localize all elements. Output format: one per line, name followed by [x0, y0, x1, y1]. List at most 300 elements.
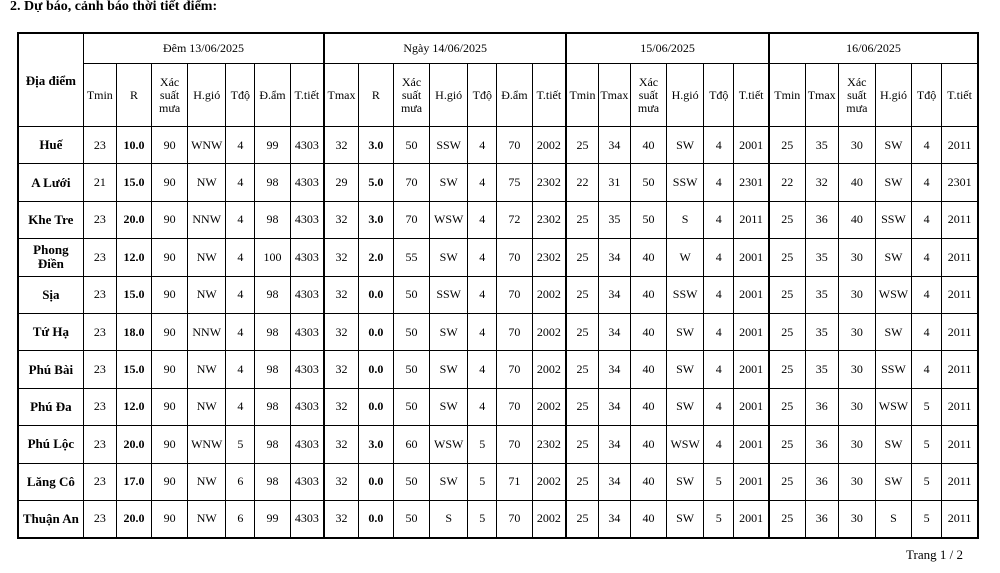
- data-cell: 2301: [734, 164, 769, 201]
- data-cell: 5: [468, 426, 497, 463]
- data-cell: 5: [704, 500, 734, 537]
- data-cell: 98: [255, 164, 290, 201]
- data-cell: 55: [393, 239, 429, 276]
- data-cell: WSW: [875, 388, 911, 425]
- data-cell: SW: [430, 351, 468, 388]
- data-cell: 3.0: [358, 426, 393, 463]
- data-cell: 2002: [532, 127, 566, 164]
- data-cell: 90: [152, 276, 188, 313]
- column-header: R: [116, 64, 151, 127]
- data-cell: 0.0: [358, 388, 393, 425]
- data-cell: 0.0: [358, 313, 393, 350]
- data-cell: SW: [875, 127, 911, 164]
- data-cell: WSW: [875, 276, 911, 313]
- data-cell: 17.0: [116, 463, 151, 500]
- data-cell: 90: [152, 351, 188, 388]
- data-cell: 50: [630, 201, 666, 238]
- data-cell: 15.0: [116, 164, 151, 201]
- data-cell: 70: [393, 164, 429, 201]
- data-cell: 4: [468, 164, 497, 201]
- data-cell: 5: [468, 500, 497, 537]
- period-header: Đêm 13/06/2025: [83, 33, 324, 64]
- data-cell: 32: [324, 276, 358, 313]
- data-cell: 23: [83, 201, 116, 238]
- data-cell: 10.0: [116, 127, 151, 164]
- data-cell: SW: [875, 463, 911, 500]
- data-cell: 40: [630, 276, 666, 313]
- data-cell: 4: [912, 351, 942, 388]
- column-header: Xác suất mưa: [393, 64, 429, 127]
- data-cell: 4303: [290, 276, 324, 313]
- data-cell: 5: [226, 426, 255, 463]
- data-cell: 22: [566, 164, 598, 201]
- data-cell: 22: [769, 164, 805, 201]
- data-cell: 4: [704, 313, 734, 350]
- data-cell: 36: [805, 463, 838, 500]
- column-header: H.gió: [875, 64, 911, 127]
- data-cell: 25: [769, 426, 805, 463]
- table-row: [18, 127, 978, 164]
- data-cell: 4: [912, 276, 942, 313]
- data-cell: 40: [838, 164, 875, 201]
- data-cell: 98: [255, 388, 290, 425]
- data-cell: 40: [630, 351, 666, 388]
- data-cell: WSW: [430, 201, 468, 238]
- data-cell: 30: [838, 388, 875, 425]
- data-cell: 40: [630, 426, 666, 463]
- data-cell: 32: [324, 463, 358, 500]
- data-cell: 30: [838, 351, 875, 388]
- data-cell: WSW: [430, 426, 468, 463]
- data-cell: 70: [497, 313, 532, 350]
- column-header: Tmax: [805, 64, 838, 127]
- data-cell: 35: [805, 313, 838, 350]
- data-cell: 98: [255, 463, 290, 500]
- data-cell: SW: [667, 463, 704, 500]
- data-cell: 25: [566, 351, 598, 388]
- data-cell: 25: [769, 351, 805, 388]
- data-cell: 15.0: [116, 351, 151, 388]
- data-cell: SSW: [430, 276, 468, 313]
- data-cell: 70: [497, 388, 532, 425]
- data-cell: 29: [324, 164, 358, 201]
- data-cell: 4: [226, 313, 255, 350]
- data-cell: 70: [497, 351, 532, 388]
- data-cell: NW: [188, 276, 226, 313]
- data-cell: 12.0: [116, 388, 151, 425]
- column-header: Xác suất mưa: [630, 64, 666, 127]
- location-cell: A Lưới: [18, 164, 83, 201]
- data-cell: 25: [769, 276, 805, 313]
- data-cell: 4: [704, 164, 734, 201]
- data-cell: 90: [152, 388, 188, 425]
- data-cell: 2011: [734, 201, 769, 238]
- data-cell: NNW: [188, 313, 226, 350]
- data-cell: 72: [497, 201, 532, 238]
- table-row: [18, 313, 978, 350]
- data-cell: 20.0: [116, 201, 151, 238]
- data-cell: 4: [468, 201, 497, 238]
- column-header: Tmin: [83, 64, 116, 127]
- data-cell: 20.0: [116, 500, 151, 537]
- column-header: Xác suất mưa: [152, 64, 188, 127]
- data-cell: 25: [566, 313, 598, 350]
- column-header: Đ.ẩm: [497, 64, 532, 127]
- data-cell: 4: [226, 388, 255, 425]
- data-cell: 32: [324, 127, 358, 164]
- data-cell: 90: [152, 239, 188, 276]
- data-cell: 23: [83, 463, 116, 500]
- column-header: Tmin: [566, 64, 598, 127]
- data-cell: 2002: [532, 463, 566, 500]
- data-cell: 40: [630, 463, 666, 500]
- data-cell: 5: [468, 463, 497, 500]
- location-cell: Phong Điền: [18, 239, 83, 276]
- data-cell: 25: [769, 313, 805, 350]
- data-cell: 70: [497, 239, 532, 276]
- data-cell: 40: [630, 500, 666, 537]
- data-cell: 40: [630, 127, 666, 164]
- data-cell: 35: [598, 201, 630, 238]
- data-cell: 4: [704, 239, 734, 276]
- data-cell: NW: [188, 164, 226, 201]
- column-header: Tmax: [324, 64, 358, 127]
- data-cell: SSW: [875, 351, 911, 388]
- data-cell: 32: [324, 388, 358, 425]
- data-cell: SSW: [430, 127, 468, 164]
- data-cell: 2001: [734, 500, 769, 537]
- data-cell: 34: [598, 351, 630, 388]
- data-cell: 40: [630, 313, 666, 350]
- column-header: R: [358, 64, 393, 127]
- data-cell: 30: [838, 239, 875, 276]
- data-cell: S: [667, 201, 704, 238]
- table-row: [18, 276, 978, 313]
- data-cell: 25: [566, 239, 598, 276]
- data-cell: 2002: [532, 276, 566, 313]
- period-header: 16/06/2025: [769, 33, 978, 64]
- column-header: H.gió: [430, 64, 468, 127]
- data-cell: 90: [152, 164, 188, 201]
- data-cell: 12.0: [116, 239, 151, 276]
- data-cell: 2011: [942, 313, 978, 350]
- data-cell: NW: [188, 463, 226, 500]
- data-cell: WNW: [188, 426, 226, 463]
- data-cell: 4: [912, 127, 942, 164]
- data-cell: 2011: [942, 239, 978, 276]
- data-cell: 90: [152, 127, 188, 164]
- data-cell: 25: [769, 127, 805, 164]
- data-cell: 98: [255, 276, 290, 313]
- data-cell: 25: [769, 500, 805, 537]
- location-cell: Phú Lộc: [18, 426, 83, 463]
- data-cell: 5: [912, 500, 942, 537]
- data-cell: 25: [769, 239, 805, 276]
- data-cell: 3.0: [358, 201, 393, 238]
- data-cell: 25: [566, 276, 598, 313]
- data-cell: 2.0: [358, 239, 393, 276]
- data-cell: 25: [769, 201, 805, 238]
- data-cell: 4: [468, 276, 497, 313]
- data-cell: 32: [324, 500, 358, 537]
- data-cell: 2011: [942, 426, 978, 463]
- data-cell: 4: [704, 426, 734, 463]
- data-cell: 23: [83, 239, 116, 276]
- data-cell: 32: [324, 201, 358, 238]
- data-cell: 4: [704, 201, 734, 238]
- data-cell: 30: [838, 127, 875, 164]
- data-cell: 50: [393, 388, 429, 425]
- column-header: Tđộ: [468, 64, 497, 127]
- data-cell: 2001: [734, 313, 769, 350]
- data-cell: 2002: [532, 313, 566, 350]
- data-cell: 25: [566, 388, 598, 425]
- data-cell: 25: [566, 201, 598, 238]
- data-cell: 4: [468, 127, 497, 164]
- data-cell: 4303: [290, 127, 324, 164]
- data-cell: 5: [704, 463, 734, 500]
- data-cell: 30: [838, 426, 875, 463]
- column-header: T.tiết: [734, 64, 769, 127]
- period-header: 15/06/2025: [566, 33, 769, 64]
- table-row: [18, 164, 978, 201]
- data-cell: 4303: [290, 164, 324, 201]
- column-header: Tđộ: [226, 64, 255, 127]
- data-cell: 4303: [290, 313, 324, 350]
- data-cell: NNW: [188, 201, 226, 238]
- column-header: T.tiết: [942, 64, 978, 127]
- column-header: H.gió: [188, 64, 226, 127]
- data-cell: SSW: [667, 276, 704, 313]
- data-cell: 50: [393, 127, 429, 164]
- data-cell: 2302: [532, 239, 566, 276]
- table-row: [18, 426, 978, 463]
- data-cell: 4: [468, 239, 497, 276]
- data-cell: 4: [704, 276, 734, 313]
- data-cell: 30: [838, 463, 875, 500]
- column-header: T.tiết: [290, 64, 324, 127]
- data-cell: 4: [226, 351, 255, 388]
- data-cell: 2001: [734, 463, 769, 500]
- data-cell: 98: [255, 201, 290, 238]
- data-cell: SW: [875, 426, 911, 463]
- data-cell: SW: [875, 164, 911, 201]
- data-cell: 4303: [290, 201, 324, 238]
- location-header: Địa điểm: [18, 33, 83, 127]
- data-cell: 4: [912, 201, 942, 238]
- data-cell: 98: [255, 313, 290, 350]
- data-cell: 2011: [942, 500, 978, 537]
- data-cell: SW: [875, 239, 911, 276]
- data-cell: 4: [226, 164, 255, 201]
- data-cell: 98: [255, 426, 290, 463]
- data-cell: 50: [393, 500, 429, 537]
- data-cell: 70: [393, 201, 429, 238]
- data-cell: 5: [912, 426, 942, 463]
- data-cell: 4: [704, 388, 734, 425]
- data-cell: SW: [667, 351, 704, 388]
- data-cell: 4: [704, 351, 734, 388]
- data-cell: 70: [497, 127, 532, 164]
- location-cell: Phú Đa: [18, 388, 83, 425]
- data-cell: 90: [152, 201, 188, 238]
- data-cell: 23: [83, 127, 116, 164]
- data-cell: 90: [152, 426, 188, 463]
- data-cell: SW: [667, 313, 704, 350]
- data-cell: W: [667, 239, 704, 276]
- data-cell: 4303: [290, 388, 324, 425]
- table-row: [18, 239, 978, 276]
- data-cell: 15.0: [116, 276, 151, 313]
- data-cell: 90: [152, 500, 188, 537]
- data-cell: 50: [393, 463, 429, 500]
- data-cell: 34: [598, 276, 630, 313]
- data-cell: 31: [598, 164, 630, 201]
- page-title: 2. Dự báo, cảnh báo thời tiết điểm:: [10, 0, 218, 12]
- data-cell: WSW: [667, 426, 704, 463]
- data-cell: 2001: [734, 239, 769, 276]
- data-cell: 25: [566, 463, 598, 500]
- data-cell: 23: [83, 388, 116, 425]
- data-cell: 4: [704, 127, 734, 164]
- data-cell: 4: [468, 351, 497, 388]
- data-cell: 25: [566, 426, 598, 463]
- data-cell: 0.0: [358, 351, 393, 388]
- data-cell: 18.0: [116, 313, 151, 350]
- data-cell: 35: [805, 276, 838, 313]
- data-cell: 4303: [290, 239, 324, 276]
- data-cell: 2011: [942, 351, 978, 388]
- data-cell: 23: [83, 426, 116, 463]
- data-cell: 36: [805, 201, 838, 238]
- table-row: [18, 388, 978, 425]
- data-cell: 36: [805, 426, 838, 463]
- data-cell: SW: [667, 127, 704, 164]
- data-cell: 4303: [290, 500, 324, 537]
- data-cell: SW: [667, 388, 704, 425]
- data-cell: SW: [875, 313, 911, 350]
- data-cell: 2011: [942, 201, 978, 238]
- data-cell: 90: [152, 463, 188, 500]
- data-cell: 4: [226, 276, 255, 313]
- data-cell: 2001: [734, 426, 769, 463]
- data-cell: 2001: [734, 276, 769, 313]
- weather-forecast-table: [17, 32, 979, 539]
- data-cell: 6: [226, 500, 255, 537]
- column-header: T.tiết: [532, 64, 566, 127]
- data-cell: SSW: [667, 164, 704, 201]
- data-cell: 34: [598, 463, 630, 500]
- data-cell: NW: [188, 239, 226, 276]
- data-cell: 32: [324, 239, 358, 276]
- data-cell: 4: [226, 127, 255, 164]
- page-number: Trang 1 / 2: [906, 547, 963, 562]
- data-cell: 0.0: [358, 276, 393, 313]
- data-cell: SW: [430, 164, 468, 201]
- data-cell: 2302: [532, 201, 566, 238]
- data-cell: 25: [769, 463, 805, 500]
- data-cell: 2001: [734, 127, 769, 164]
- data-cell: 4303: [290, 463, 324, 500]
- data-cell: 50: [393, 276, 429, 313]
- data-cell: 2002: [532, 388, 566, 425]
- data-cell: 90: [152, 313, 188, 350]
- data-cell: 0.0: [358, 500, 393, 537]
- data-cell: 2001: [734, 388, 769, 425]
- data-cell: 23: [83, 276, 116, 313]
- data-cell: 4: [912, 164, 942, 201]
- data-cell: 2011: [942, 127, 978, 164]
- data-cell: SSW: [875, 201, 911, 238]
- data-cell: SW: [430, 239, 468, 276]
- data-cell: 34: [598, 127, 630, 164]
- data-cell: 4: [912, 313, 942, 350]
- data-cell: 4: [226, 239, 255, 276]
- column-header: Tmax: [598, 64, 630, 127]
- table-row: [18, 351, 978, 388]
- data-cell: 35: [805, 127, 838, 164]
- data-cell: S: [875, 500, 911, 537]
- data-cell: 40: [630, 388, 666, 425]
- table-body: [18, 127, 978, 538]
- data-cell: 30: [838, 500, 875, 537]
- data-cell: S: [430, 500, 468, 537]
- data-cell: 50: [630, 164, 666, 201]
- data-cell: 34: [598, 500, 630, 537]
- data-cell: 4: [468, 388, 497, 425]
- data-cell: 30: [838, 276, 875, 313]
- data-cell: 50: [393, 351, 429, 388]
- data-cell: 4303: [290, 426, 324, 463]
- data-cell: SW: [430, 388, 468, 425]
- period-header-row: [18, 33, 978, 64]
- data-cell: 30: [838, 313, 875, 350]
- data-cell: 70: [497, 276, 532, 313]
- data-cell: 25: [566, 500, 598, 537]
- data-cell: 5: [912, 388, 942, 425]
- location-cell: Khe Tre: [18, 201, 83, 238]
- period-header: Ngày 14/06/2025: [324, 33, 566, 64]
- data-cell: 40: [838, 201, 875, 238]
- column-header: H.gió: [667, 64, 704, 127]
- table-row: [18, 500, 978, 537]
- data-cell: 75: [497, 164, 532, 201]
- data-cell: 2011: [942, 463, 978, 500]
- data-cell: 35: [805, 351, 838, 388]
- data-cell: SW: [430, 313, 468, 350]
- column-header: Tmin: [769, 64, 805, 127]
- data-cell: SW: [430, 463, 468, 500]
- location-cell: Lăng Cô: [18, 463, 83, 500]
- data-cell: 25: [566, 127, 598, 164]
- data-cell: 23: [83, 351, 116, 388]
- data-cell: 2011: [942, 276, 978, 313]
- data-cell: 40: [630, 239, 666, 276]
- data-cell: 36: [805, 500, 838, 537]
- data-cell: 6: [226, 463, 255, 500]
- data-cell: 21: [83, 164, 116, 201]
- location-cell: Phú Bài: [18, 351, 83, 388]
- column-header: Xác suất mưa: [838, 64, 875, 127]
- data-cell: 32: [324, 313, 358, 350]
- data-cell: 50: [393, 313, 429, 350]
- data-cell: 2302: [532, 426, 566, 463]
- data-cell: 32: [324, 351, 358, 388]
- table-row: [18, 463, 978, 500]
- data-cell: 34: [598, 239, 630, 276]
- table-row: [18, 201, 978, 238]
- data-cell: 5: [912, 463, 942, 500]
